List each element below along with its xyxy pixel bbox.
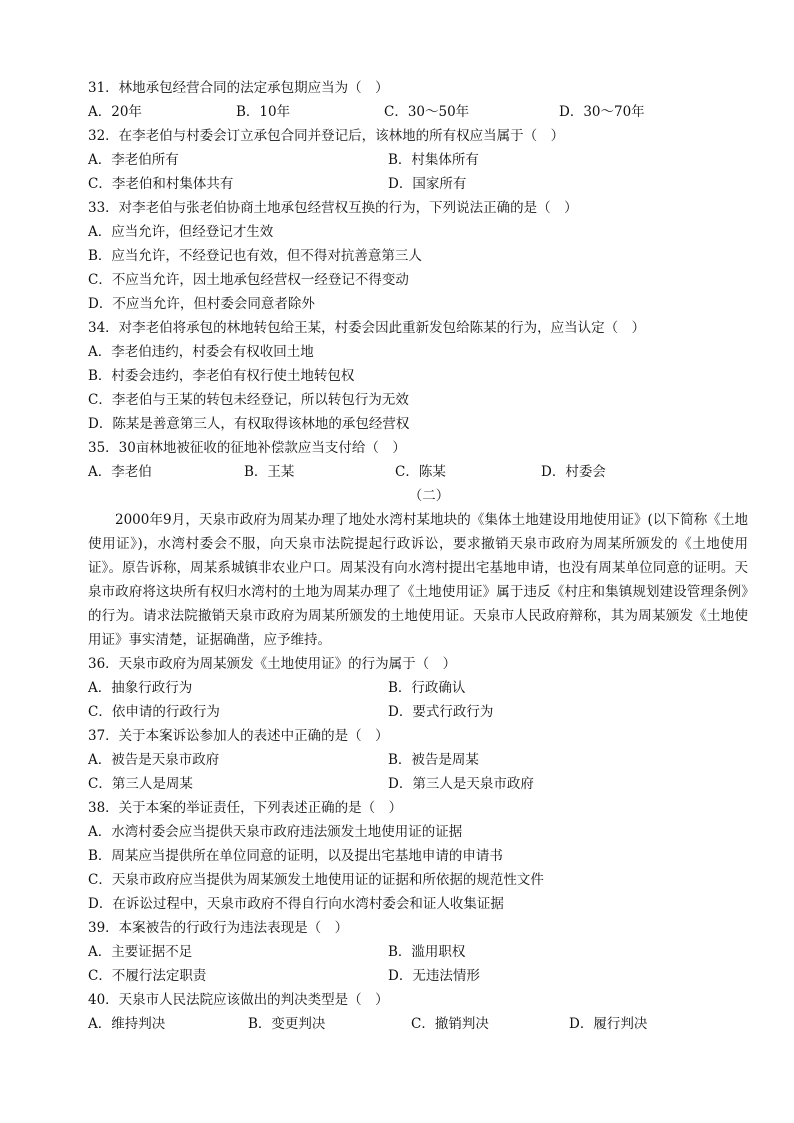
question-31-stem: 31．林地承包经营合同的法定承包期应当为（ ） (88, 80, 389, 96)
question-36-options-row2 (88, 700, 748, 724)
question-37-stem: 37．关于本案诉讼参加人的表述中正确的是（ ） (88, 728, 389, 744)
option-a: A．维持判决 (88, 1016, 166, 1032)
question-39-options-row1 (88, 940, 748, 964)
option-a: A．抽象行政行为 (88, 680, 193, 696)
question-34-stem: 34．对李老伯将承包的林地转包给王某，村委会因此重新发包给陈某的行为，应当认定（ ） (88, 320, 646, 336)
option-d: D．无违法情形 (388, 968, 480, 984)
question-40-options (88, 1012, 748, 1036)
option-a: A．李老伯所有 (88, 152, 179, 168)
option-b: B．变更判决 (248, 1016, 326, 1032)
question-32-options-row1 (88, 148, 748, 172)
question-32-options-row2 (88, 172, 748, 196)
option-d: D．要式行政行为 (388, 704, 494, 720)
option-d: D．国家所有 (388, 176, 467, 192)
option-a: A．主要证据不足 (88, 944, 193, 960)
option-a: A．水湾村委会应当提供天泉市政府违法颁发土地使用证的证据 (88, 824, 463, 840)
question-36-stem: 36．天泉市政府为周某颁发《土地使用证》的行为属于（ ） (88, 656, 457, 672)
question-39-stem: 39．本案被告的行政行为违法表现是（ ） (88, 920, 349, 936)
option-d: D．村委会 (541, 464, 606, 480)
section-heading: （二） (408, 488, 450, 504)
question-39-options-row2 (88, 964, 748, 988)
option-b: B．被告是周某 (388, 752, 479, 768)
option-c: C．第三人是周某 (88, 776, 193, 792)
question-35-options (88, 460, 748, 484)
option-d: D．履行判决 (569, 1016, 648, 1032)
question-40-stem: 40．天泉市人民法院应该做出的判决类型是（ ） (88, 992, 389, 1008)
case-paragraph: 2000年9月，天泉市政府为周某办理了地处水湾村某地块的《集体土地建设用地使用证》(以下简称《土地使用证》)，水湾村委会不服，向天泉市法院提起行政诉讼，要求撤销天泉市政府为周某所颁发的《土地使用证》。原告诉称，周某系城镇非农业户口。周某没有向水湾村提出宅基地申请，也没有周某单位同意的证明。天泉市政府将这块所有权归水湾村的土地为周某办理了《土地使用证》属于违反《村庄和集镇规划建设管理条例》的行为。请求法院撤销天泉市政府为周某所颁发的土地使用证。天泉市人民政府辩称，其为周某颁发《土地使用证》事实清楚，证据确凿，应予维持。 (88, 512, 748, 648)
option-c: C．依申请的行政行为 (88, 704, 220, 720)
question-31-options (88, 100, 748, 124)
option-a: A．被告是天泉市政府 (88, 752, 220, 768)
question-37-options-row1 (88, 748, 748, 772)
option-c: C．不应当允许，因土地承包经营权一经登记不得变动 (88, 272, 409, 288)
option-d: D．第三人是天泉市政府 (388, 776, 534, 792)
option-c: C．30～50年 (384, 104, 470, 120)
question-38-stem: 38．关于本案的举证责任，下列表述正确的是（ ） (88, 800, 403, 816)
option-c: C．天泉市政府应当提供为周某颁发土地使用证的证据和所依据的规范性文件 (88, 872, 544, 888)
exam-page (88, 76, 748, 1036)
option-c: C．撤销判决 (411, 1016, 489, 1032)
option-d: D．不应当允许，但村委会同意者除外 (88, 296, 315, 312)
option-b: B．村委会违约，李老伯有权行使土地转包权 (88, 368, 355, 384)
option-d: D．陈某是善意第三人，有权取得该林地的承包经营权 (88, 416, 410, 432)
option-b: B．行政确认 (388, 680, 466, 696)
option-b: B．滥用职权 (388, 944, 466, 960)
option-b: B．村集体所有 (388, 152, 479, 168)
option-b: B．10年 (236, 104, 291, 120)
option-a: A．李老伯 (88, 464, 152, 480)
question-37-options-row2 (88, 772, 748, 796)
question-32-stem: 32．在李老伯与村委会订立承包合同并登记后，该林地的所有权应当属于（ ） (88, 128, 565, 144)
option-a: A．20年 (88, 104, 142, 120)
option-b: B．周某应当提供所在单位同意的证明，以及提出宅基地申请的申请书 (88, 848, 503, 864)
question-33-stem: 33．对李老伯与张老伯协商土地承包经营权互换的行为，下列说法正确的是（ ） (88, 200, 578, 216)
option-c: C．李老伯和村集体共有 (88, 176, 234, 192)
question-36-options-row1 (88, 676, 748, 700)
option-b: B．应当允许，不经登记也有效，但不得对抗善意第三人 (88, 248, 422, 264)
option-c: C．陈某 (395, 464, 446, 480)
option-d: D．在诉讼过程中，天泉市政府不得自行向水湾村委会和证人收集证据 (88, 896, 504, 912)
question-35-stem: 35．30亩林地被征收的征地补偿款应当支付给（ ） (88, 440, 406, 456)
option-a: A．李老伯违约，村委会有权收回土地 (88, 344, 314, 360)
option-c: C．李老伯与王某的转包未经登记，所以转包行为无效 (88, 392, 409, 408)
option-c: C．不履行法定职责 (88, 968, 207, 984)
option-b: B．王某 (244, 464, 295, 480)
option-a: A．应当允许，但经登记才生效 (88, 224, 274, 240)
option-d: D．30～70年 (559, 104, 645, 120)
